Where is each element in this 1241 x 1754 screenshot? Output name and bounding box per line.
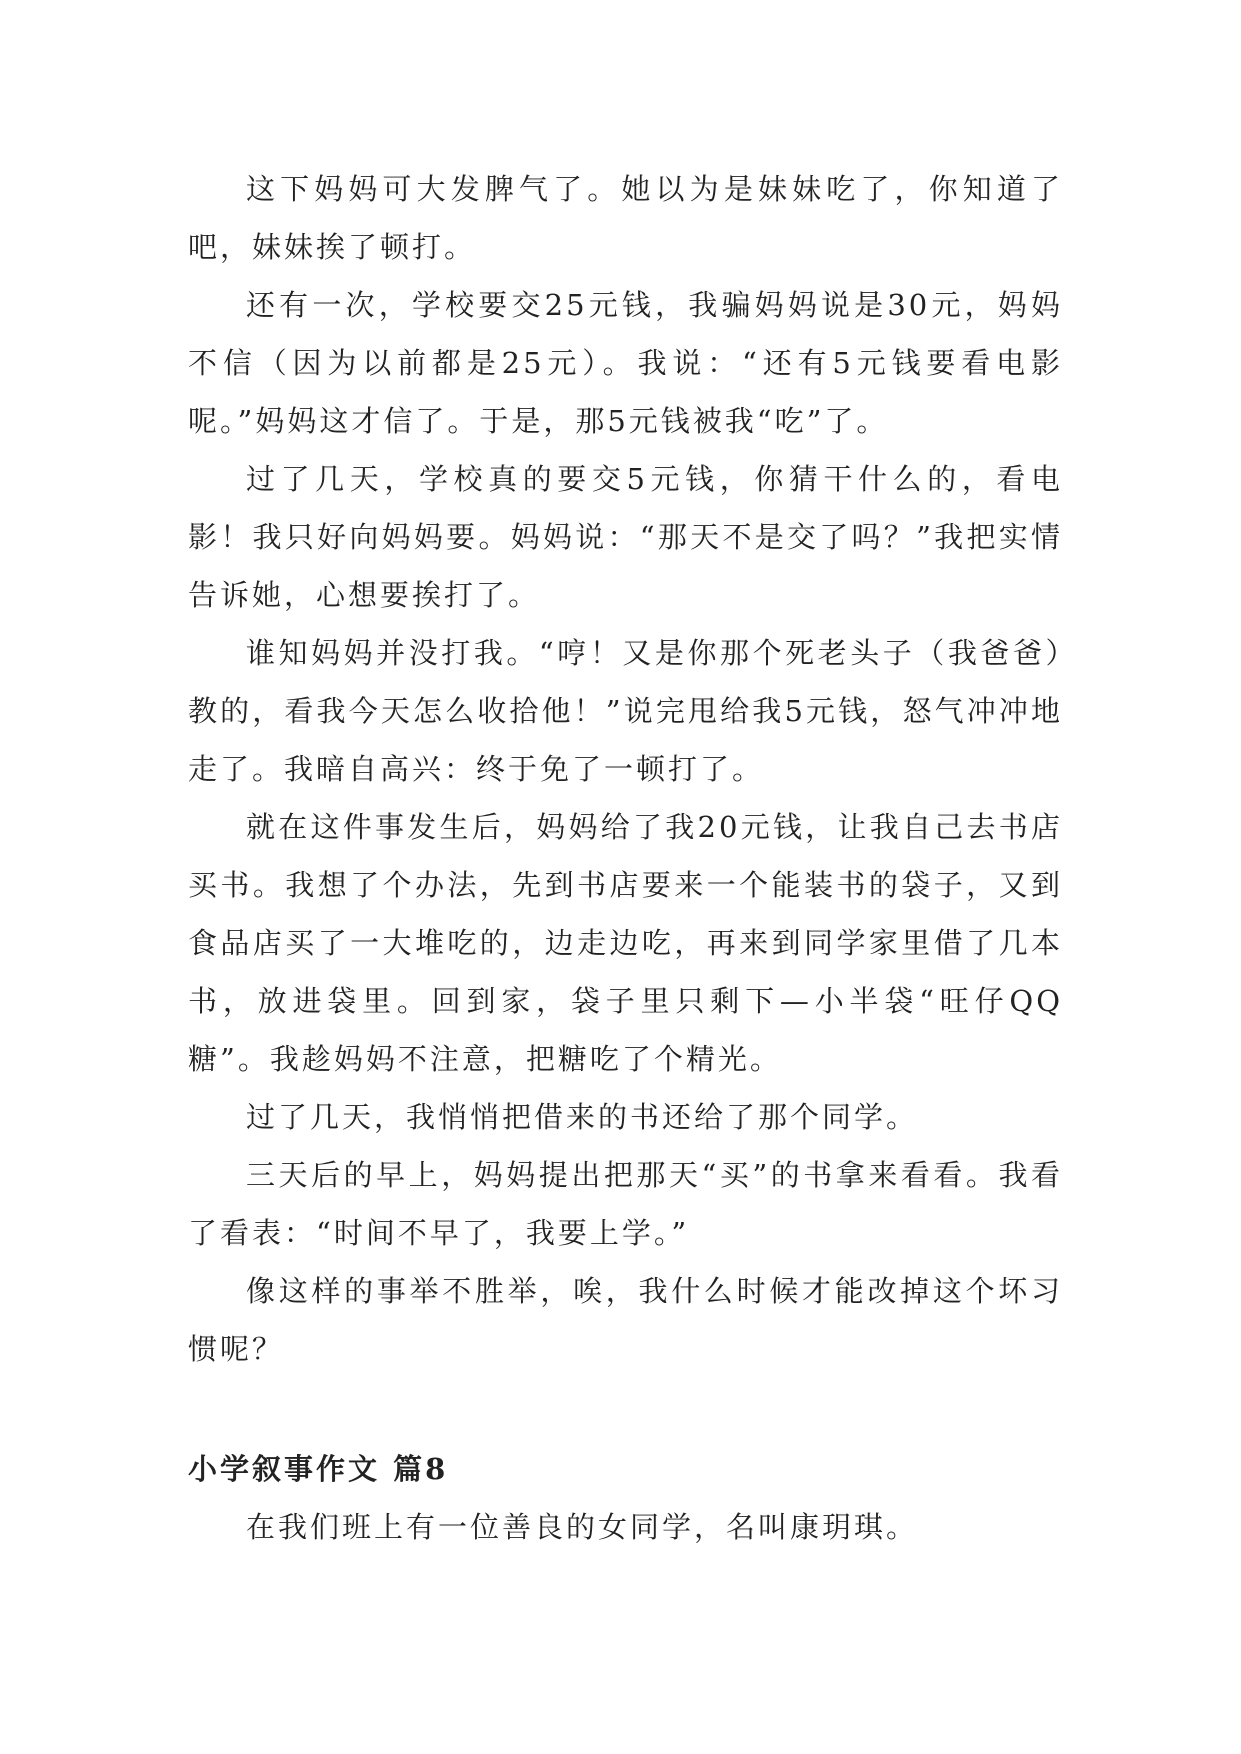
paragraph: 就在这件事发生后，妈妈给了我20元钱，让我自己去书店买书。我想了个办法，先到书店要来一个能装书的袋子，又到食品店买了一大堆吃的，边走边吃，再来到同学家里借了几本书，放进袋里。回到家，袋子里只剩下—小半袋“旺仔QQ糖”。我趁妈妈不注意，把糖吃了个精光。: [188, 810, 1063, 1076]
paragraph: 谁知妈妈并没打我。“哼！又是你那个死老头子（我爸爸）教的，看我今天怎么收拾他！”说完甩给我5元钱，怒气冲冲地走了。我暗自高兴：终于免了一顿打了。: [188, 636, 1063, 786]
body-text: [188, 160, 1063, 1378]
section-body: [188, 1498, 1063, 1556]
section-heading: 小学叙事作文 篇8: [188, 1452, 449, 1486]
paragraph: 这下妈妈可大发脾气了。她以为是妹妹吃了，你知道了吧，妹妹挨了顿打。: [188, 172, 1063, 264]
paragraph: 过了几天，学校真的要交5元钱，你猜干什么的，看电影！我只好向妈妈要。妈妈说：“那天不是交了吗？”我把实情告诉她，心想要挨打了。: [188, 462, 1063, 612]
paragraph: 在我们班上有一位善良的女同学，名叫康玥琪。: [246, 1510, 919, 1544]
paragraph: 过了几天，我悄悄把借来的书还给了那个同学。: [246, 1100, 919, 1134]
paragraph: 还有一次，学校要交25元钱，我骗妈妈说是30元，妈妈不信（因为以前都是25元）。我说：“还有5元钱要看电影呢。”妈妈这才信了。于是，那5元钱被我“吃”了。: [188, 288, 1063, 438]
paragraph: 像这样的事举不胜举，唉，我什么时候才能改掉这个坏习惯呢？: [188, 1274, 1063, 1366]
paragraph: 三天后的早上，妈妈提出把那天“买”的书拿来看看。我看了看表：“时间不早了，我要上学。”: [188, 1158, 1063, 1250]
